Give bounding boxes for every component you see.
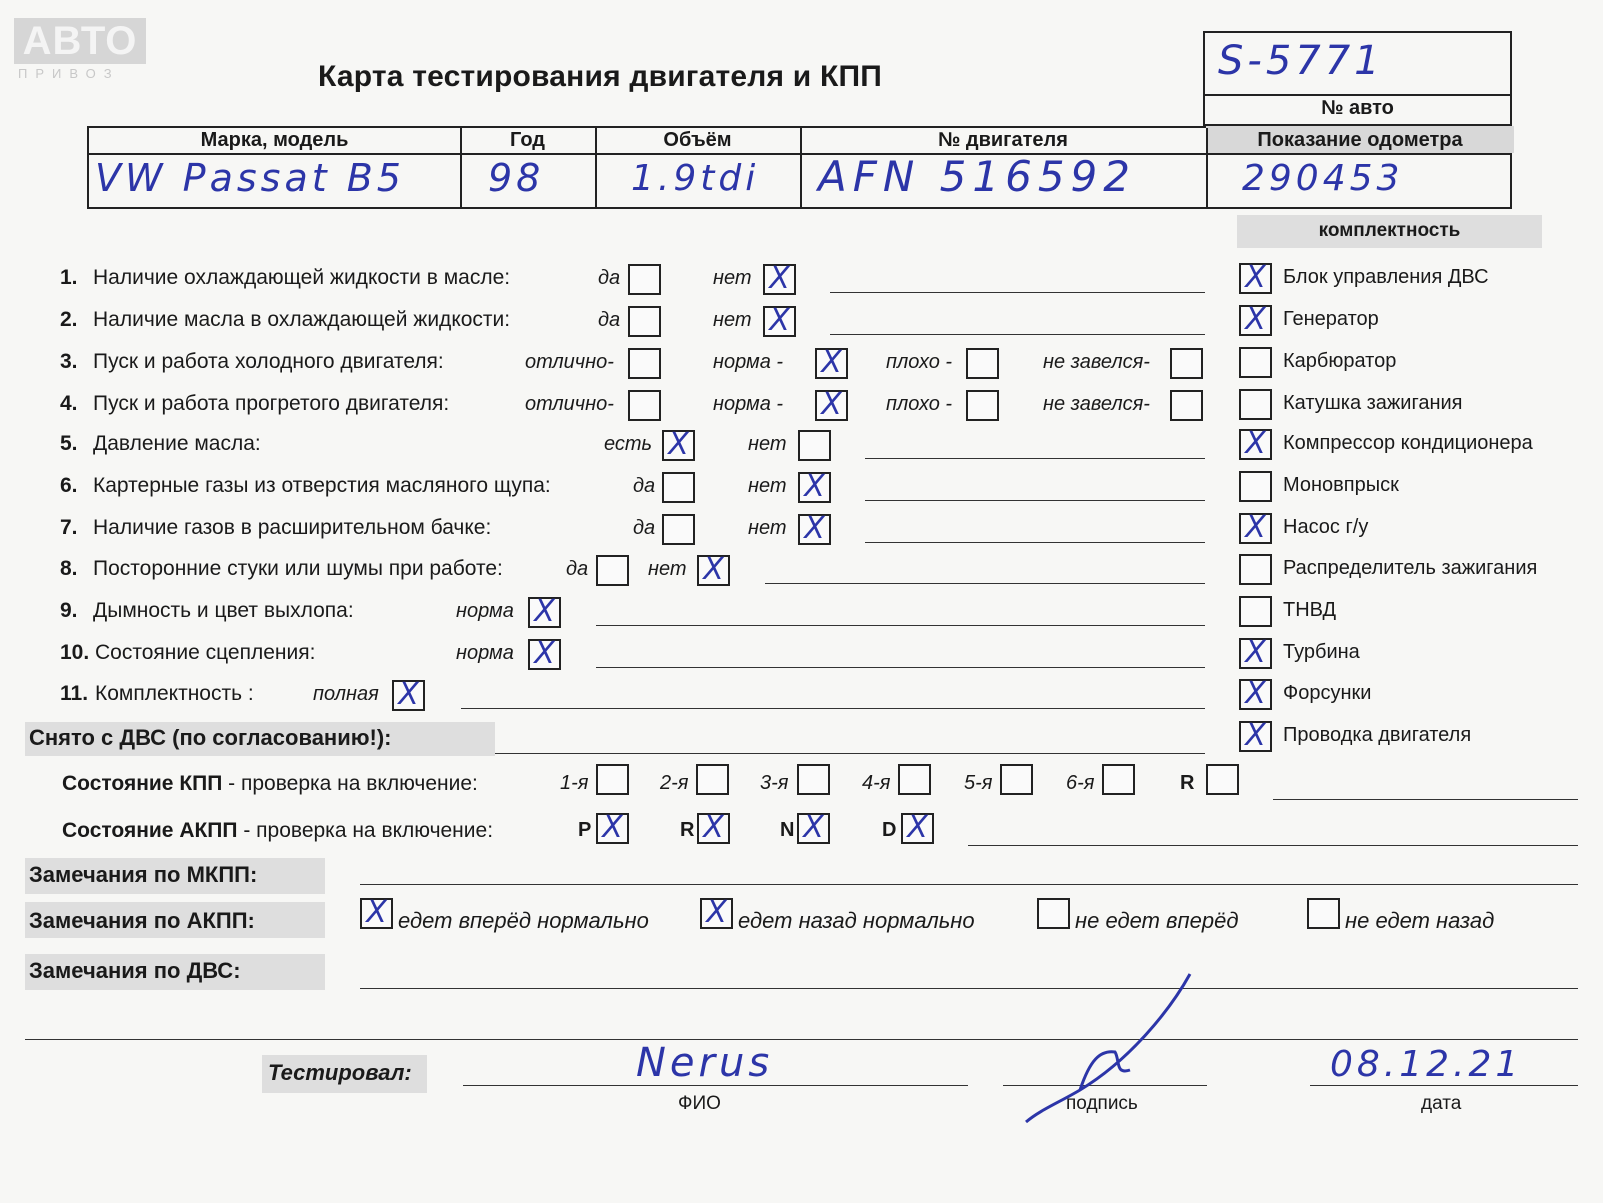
check-mark-icon: X [706, 895, 727, 930]
komplekt-checkbox[interactable] [1239, 260, 1272, 295]
komplekt-item: Компрессор кондиционера [1283, 432, 1533, 454]
option-label: да [566, 558, 589, 580]
option-checkbox[interactable] [763, 261, 796, 296]
option-label: плохо - [886, 351, 953, 373]
gear-label: 4-я [862, 772, 891, 794]
page-title: Карта тестирования двигателя и КПП [318, 60, 882, 93]
value-odometer: 290453 [1242, 158, 1404, 199]
check-mark-icon: X [1245, 718, 1266, 753]
option-label: плохо - [886, 393, 953, 415]
row-question: Картерные газы из отверстия масляного щупа: [93, 474, 551, 497]
fill-line [865, 542, 1205, 543]
option-checkbox[interactable] [1170, 390, 1203, 421]
check-mark-icon: X [769, 261, 790, 296]
komplekt-checkbox[interactable] [1239, 554, 1272, 585]
check-mark-icon: X [398, 677, 419, 712]
komplekt-checkbox[interactable] [1239, 596, 1272, 627]
option-label: да [598, 267, 621, 289]
option-checkbox[interactable] [697, 552, 730, 587]
row-number: 2. [60, 308, 78, 331]
komplekt-item: Моновпрыск [1283, 474, 1399, 496]
fill-line [865, 458, 1205, 459]
row-question: Дымность и цвет выхлопа: [93, 599, 354, 622]
caption-date: дата [1421, 1093, 1462, 1114]
fill-line [461, 708, 1205, 709]
remarks-dvs-label: Замечания по ДВС: [29, 958, 241, 983]
row-question: Пуск и работа холодного двигателя: [93, 350, 444, 373]
brand-logo: АВТО [14, 18, 146, 64]
row-question: Давление масла: [93, 432, 261, 455]
check-mark-icon: X [534, 636, 555, 671]
row-number: 9. [60, 599, 78, 622]
value-brand-model: VW Passat B5 [95, 156, 405, 200]
option-label: нет [713, 267, 752, 289]
gear-checkbox[interactable] [1102, 764, 1135, 795]
date-value: 08.12.21 [1330, 1044, 1523, 1085]
value-volume: 1.9tdi [631, 158, 760, 199]
mode-checkbox[interactable] [797, 810, 830, 845]
gear-label: R [1180, 772, 1195, 794]
row-question: Наличие охлаждающей жидкости в масле: [93, 266, 511, 289]
check-mark-icon: X [769, 303, 790, 338]
row-number: 1. [60, 266, 78, 289]
check-mark-icon: X [803, 810, 824, 845]
option-checkbox[interactable] [815, 387, 848, 422]
akpp-remark-label: не едет вперёд [1075, 908, 1239, 933]
komplekt-item: Форсунки [1283, 682, 1372, 704]
option-label: да [633, 517, 656, 539]
row-number: 11. [60, 682, 89, 705]
akpp-remark-checkbox[interactable] [700, 895, 733, 930]
komplekt-item: Блок управления ДВС [1283, 266, 1489, 288]
option-label: нет [748, 517, 787, 539]
option-label: нет [748, 433, 787, 455]
gear-checkbox[interactable] [696, 764, 729, 795]
row-question: Пуск и работа прогретого двигателя: [93, 392, 450, 415]
fill-line [830, 334, 1205, 335]
komplekt-title: комплектность [1318, 220, 1461, 241]
check-mark-icon: X [602, 810, 623, 845]
option-label: отлично- [525, 393, 614, 415]
option-label: есть [604, 433, 653, 455]
row-number: 10. [60, 641, 90, 664]
caption-fio: ФИО [678, 1093, 721, 1114]
check-mark-icon: X [821, 387, 842, 422]
gear-label: 1-я [560, 772, 589, 794]
remarks-mkpp-label: Замечания по МКПП: [29, 862, 258, 887]
option-label: нет [748, 475, 787, 497]
check-mark-icon: X [366, 895, 387, 930]
option-checkbox[interactable] [596, 555, 629, 586]
option-checkbox[interactable] [798, 430, 831, 461]
komplekt-checkbox[interactable] [1239, 718, 1272, 753]
komplekt-item: Насос г/у [1283, 516, 1369, 538]
signature-mark [1020, 970, 1200, 1130]
value-engine-number: AFN 516592 [818, 152, 1136, 201]
row-question: Состояние сцепления: [95, 641, 316, 664]
option-label: да [633, 475, 656, 497]
check-mark-icon: X [804, 469, 825, 504]
option-checkbox[interactable] [628, 264, 661, 295]
komplekt-checkbox[interactable] [1239, 510, 1272, 545]
row-question: Комплектность : [95, 682, 254, 705]
fill-line [596, 625, 1205, 626]
check-mark-icon: X [668, 427, 689, 462]
komplekt-item: Генератор [1283, 308, 1379, 330]
row-number: 8. [60, 557, 78, 580]
option-checkbox[interactable] [763, 303, 796, 338]
value-year: 98 [488, 156, 545, 200]
option-checkbox[interactable] [392, 677, 425, 712]
option-checkbox[interactable] [798, 469, 831, 504]
komplekt-item: ТНВД [1283, 599, 1337, 621]
akpp-remark-label: едет назад нормально [738, 908, 975, 933]
akpp-remark-checkbox[interactable] [360, 895, 393, 930]
check-mark-icon: X [907, 810, 928, 845]
option-checkbox[interactable] [966, 390, 999, 421]
option-checkbox[interactable] [628, 390, 661, 421]
check-mark-icon: X [1245, 426, 1266, 461]
akpp-remark-label: едет вперёд нормально [398, 908, 649, 933]
gear-label: 2-я [660, 772, 689, 794]
auto-number-value: S-5771 [1218, 38, 1384, 84]
col-odometer: Показание одометра [1257, 129, 1463, 151]
komplekt-item: Распределитель зажигания [1283, 557, 1538, 579]
row-question: Посторонние стуки или шумы при работе: [93, 557, 503, 580]
kpp-label: Состояние КПП - проверка на включение: [62, 772, 478, 795]
option-label: не завелся- [1043, 351, 1150, 373]
removed-label: Снято с ДВС (по согласованию!): [29, 725, 392, 750]
check-mark-icon: X [1245, 635, 1266, 670]
komplekt-item: Карбюратор [1283, 350, 1397, 372]
option-checkbox[interactable] [628, 306, 661, 337]
option-checkbox[interactable] [528, 636, 561, 671]
akpp-label: Состояние АКПП - проверка на включение: [62, 819, 494, 842]
fill-line [765, 583, 1205, 584]
caption-signature: подпись [1066, 1093, 1138, 1114]
fill-line [596, 667, 1205, 668]
option-label: да [598, 309, 621, 331]
option-label: норма [456, 642, 514, 664]
row-question: Наличие газов в расширительном бачке: [93, 516, 492, 539]
mode-checkbox[interactable] [901, 810, 934, 845]
auto-number-label: № авто [1321, 97, 1394, 119]
option-checkbox[interactable] [966, 348, 999, 379]
option-checkbox[interactable] [662, 514, 695, 545]
col-brand-model: Марка, модель [200, 129, 349, 151]
row-number: 7. [60, 516, 78, 539]
check-mark-icon: X [1245, 302, 1266, 337]
option-label: норма - [713, 393, 784, 415]
mode-checkbox[interactable] [697, 810, 730, 845]
row-number: 3. [60, 350, 78, 373]
akpp-remark-checkbox[interactable] [1037, 898, 1070, 929]
option-checkbox[interactable] [1170, 348, 1203, 379]
option-checkbox[interactable] [798, 511, 831, 546]
komplekt-checkbox[interactable] [1239, 676, 1272, 711]
tested-label: Тестировал: [268, 1060, 412, 1085]
option-checkbox[interactable] [528, 594, 561, 629]
komplekt-item: Турбина [1283, 641, 1360, 663]
option-label: отлично- [525, 351, 614, 373]
check-mark-icon: X [1245, 260, 1266, 295]
brand-logo-subtitle: ПРИВОЗ [18, 66, 120, 81]
mode-checkbox[interactable] [596, 810, 629, 845]
gear-checkbox[interactable] [1000, 764, 1033, 795]
mode-label: D [882, 819, 897, 841]
option-label: нет [713, 309, 752, 331]
check-mark-icon: X [804, 511, 825, 546]
col-engine-number: № двигателя [938, 129, 1068, 151]
row-number: 5. [60, 432, 78, 455]
komplekt-checkbox[interactable] [1239, 471, 1272, 502]
komplekt-item: Проводка двигателя [1283, 724, 1472, 746]
check-mark-icon: X [821, 345, 842, 380]
gear-checkbox[interactable] [898, 764, 931, 795]
option-label: не завелся- [1043, 393, 1150, 415]
col-year: Год [510, 129, 545, 151]
col-volume: Объём [663, 129, 732, 151]
check-mark-icon: X [703, 552, 724, 587]
row-number: 6. [60, 474, 78, 497]
mode-label: P [578, 819, 592, 841]
komplekt-checkbox[interactable] [1239, 347, 1272, 378]
akpp-remark-label: не едет назад [1345, 908, 1495, 933]
option-label: норма [456, 600, 514, 622]
mode-label: R [680, 819, 695, 841]
gear-checkbox[interactable] [596, 764, 629, 795]
gear-label: 6-я [1066, 772, 1095, 794]
gear-label: 5-я [964, 772, 993, 794]
option-label: норма - [713, 351, 784, 373]
check-mark-icon: X [534, 594, 555, 629]
komplekt-item: Катушка зажигания [1283, 392, 1463, 414]
option-checkbox[interactable] [662, 427, 695, 462]
tester-name: Nerus [636, 1040, 774, 1086]
option-checkbox[interactable] [815, 345, 848, 380]
komplekt-checkbox[interactable] [1239, 389, 1272, 420]
option-label: нет [648, 558, 687, 580]
option-label: полная [313, 683, 379, 705]
fill-line [865, 500, 1205, 501]
check-mark-icon: X [1245, 510, 1266, 545]
gear-label: 3-я [760, 772, 789, 794]
komplekt-checkbox[interactable] [1239, 426, 1272, 461]
komplekt-checkbox[interactable] [1239, 302, 1272, 337]
check-mark-icon: X [1245, 676, 1266, 711]
komplekt-checkbox[interactable] [1239, 635, 1272, 670]
fill-line [830, 292, 1205, 293]
akpp-remark-checkbox[interactable] [1307, 898, 1340, 929]
mode-label: N [780, 819, 795, 841]
option-checkbox[interactable] [662, 472, 695, 503]
gear-checkbox[interactable] [1206, 764, 1239, 795]
option-checkbox[interactable] [628, 348, 661, 379]
gear-checkbox[interactable] [797, 764, 830, 795]
row-question: Наличие масла в охлаждающей жидкости: [93, 308, 511, 331]
check-mark-icon: X [703, 810, 724, 845]
row-number: 4. [60, 392, 78, 415]
remarks-akpp-label: Замечания по АКПП: [29, 908, 255, 933]
